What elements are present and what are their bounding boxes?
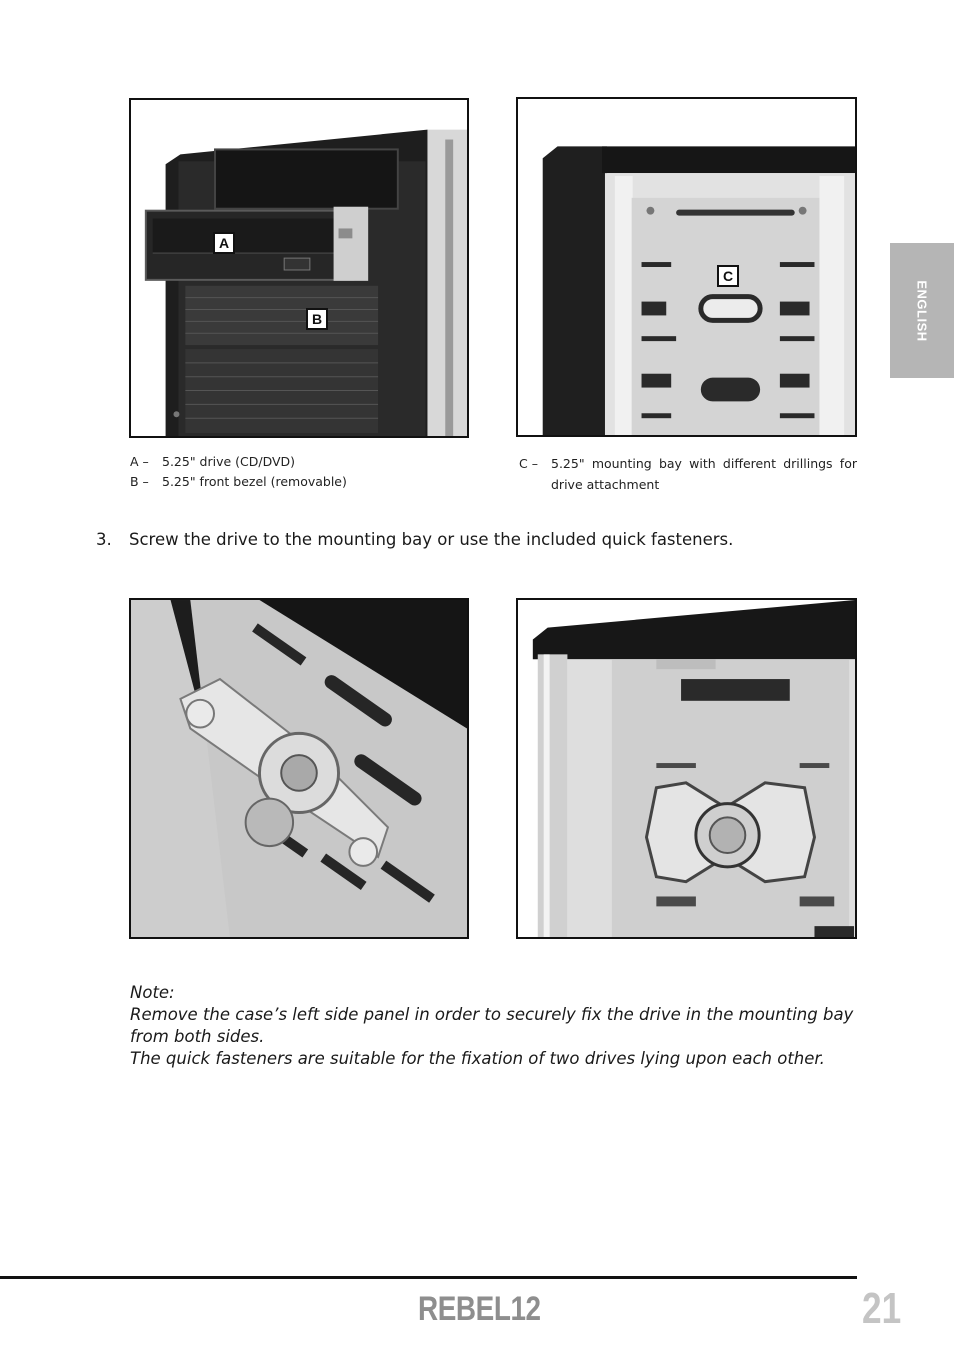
quick-fastener-closeup-photo [131,600,467,937]
footer-divider [0,1276,857,1279]
callout-c: C [717,265,739,287]
step-number: 3. [96,530,112,549]
caption-text: 5.25" drive (CD/DVD) [162,454,296,469]
caption-row-b [130,472,470,492]
callout-b: B [306,308,328,330]
caption-key: A – [130,454,149,469]
caption-right [519,453,857,495]
caption-text: 5.25" mounting bay with different drillings for drive attachment [551,456,857,492]
caption-text: 5.25" front bezel (removable) [162,474,347,489]
figure-quick-fastener-installed [516,598,857,939]
caption-key: C – [519,456,538,471]
footer-brand: REBEL12 [418,1290,541,1328]
figure-drive-insertion [129,98,469,438]
figure-quick-fastener-closeup [129,598,469,939]
quick-fastener-installed-photo [518,600,855,937]
caption-row-a [130,452,470,472]
caption-left [130,452,470,492]
mounting-bay-photo [518,99,855,435]
caption-key: B – [130,474,149,489]
language-tab [890,243,954,378]
figure-mounting-bay [516,97,857,437]
note-line-1: Remove the case’s left side panel in order to securely fix the drive in the mounting bay from both sides. [130,1005,854,1046]
caption-row-c [519,453,857,495]
page-number: 21 [862,1284,902,1333]
note-line-2: The quick fasteners are suitable for the fixation of two drives lying upon each other. [130,1049,825,1068]
step-text: Screw the drive to the mounting bay or use the included quick fasteners. [129,530,734,549]
step-3 [96,530,856,549]
note-block [130,982,870,1070]
note-title: Note: [130,983,175,1002]
callout-a: A [213,232,235,254]
language-tab-label: ENGLISH [914,279,930,342]
drive-insertion-photo [131,100,467,436]
